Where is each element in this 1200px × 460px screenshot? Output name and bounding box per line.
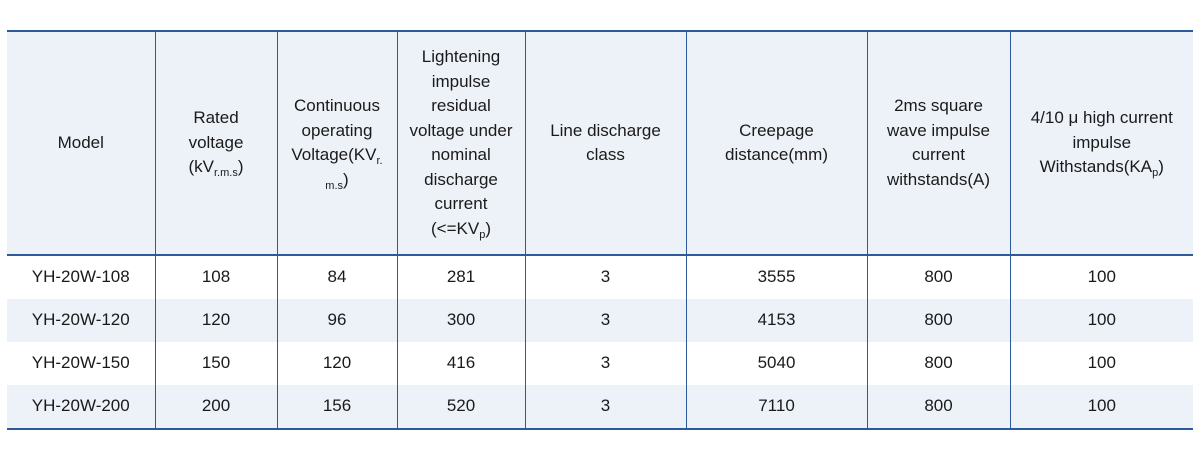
cell-rated-voltage: 108 <box>155 255 277 299</box>
spec-table <box>7 30 1193 430</box>
cell-creepage: 5040 <box>686 342 867 385</box>
header-creepage: Creepage distance(mm) <box>686 31 867 255</box>
table-row <box>7 385 1193 429</box>
cell-model: YH-20W-120 <box>7 299 155 342</box>
header-continuous-voltage: Continuous operating $Voltage(KV_{r.}$ $_{m.s}$) <box>277 31 397 255</box>
cell-model: YH-20W-150 <box>31 353 130 373</box>
cell-square-wave: 800 <box>867 299 1010 342</box>
cell-creepage: 4153 <box>686 299 867 342</box>
cell-high-current: 100 <box>1010 255 1193 299</box>
cell-continuous-voltage: 156 <box>277 385 397 429</box>
header-line-discharge: Line discharge class <box>525 31 686 255</box>
cell-residual-voltage: 281 <box>397 255 525 299</box>
cell-continuous-voltage: 96 <box>277 299 397 342</box>
cell-model: YH-20W-200 <box>7 385 155 429</box>
cell-continuous-voltage: 84 <box>277 255 397 299</box>
table-row <box>7 255 1193 299</box>
header-lightening-residual: Lightening impulse residual voltage under nominal discharge current $(<=KV_p)$ <box>397 31 525 255</box>
header-square-wave: 2ms square wave impulse current withstands(A) <box>867 31 1010 255</box>
cell-residual-voltage: 300 <box>397 299 525 342</box>
cell-square-wave: 800 <box>867 385 1010 429</box>
cell-discharge-class: 3 <box>525 255 686 299</box>
cell-continuous-voltage: 120 <box>277 342 397 385</box>
cell-discharge-class: 3 <box>525 385 686 429</box>
cell-high-current: 100 <box>1010 342 1193 385</box>
cell-square-wave: 800 <box>867 342 1010 385</box>
table-body <box>7 255 1193 429</box>
cell-high-current: 100 <box>1010 299 1193 342</box>
cell-rated-voltage: 150 <box>155 342 277 385</box>
header-high-current: 4/10 μ high current impulse $Withstands(KA_p)$ <box>1010 31 1193 255</box>
cell-model: YH-20W-108 <box>31 267 130 287</box>
header-model: Model <box>7 31 155 255</box>
table-row <box>7 342 1193 385</box>
cell-residual-voltage: 520 <box>397 385 525 429</box>
table-header <box>7 31 1193 255</box>
cell-discharge-class: 3 <box>525 299 686 342</box>
cell-creepage: 3555 <box>686 255 867 299</box>
table-row <box>7 299 1193 342</box>
cell-discharge-class: 3 <box>525 342 686 385</box>
cell-rated-voltage: 200 <box>155 385 277 429</box>
cell-rated-voltage: 120 <box>155 299 277 342</box>
cell-creepage: 7110 <box>686 385 867 429</box>
cell-residual-voltage: 416 <box>397 342 525 385</box>
cell-high-current: 100 <box>1010 385 1193 429</box>
cell-square-wave: 800 <box>867 255 1010 299</box>
header-rated-voltage: Rated voltage $(kV_{r.m.s})$ <box>155 31 277 255</box>
header-row <box>7 31 1193 255</box>
